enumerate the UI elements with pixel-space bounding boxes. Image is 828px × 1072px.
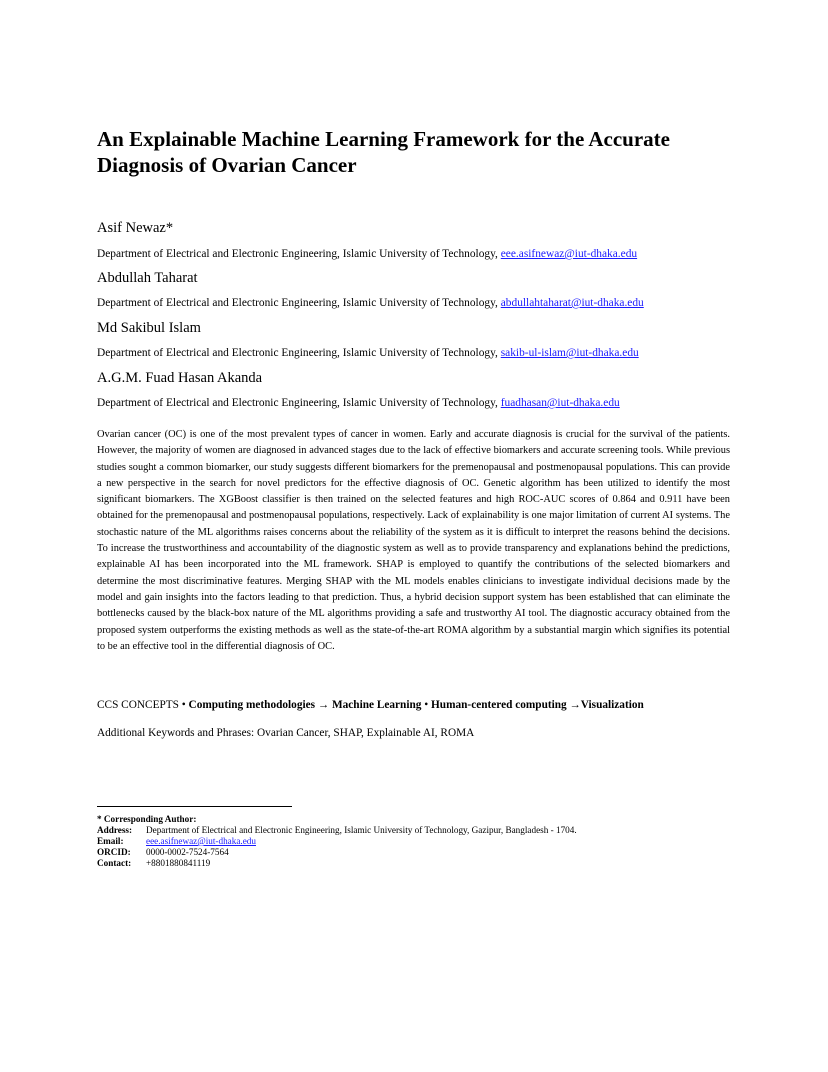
author-email-link[interactable]: eee.asifnewaz@iut-dhaka.edu (500, 248, 638, 260)
footnote (97, 814, 577, 869)
ccs-bullet: • (421, 699, 432, 711)
affiliation-text: Department of Electrical and Electronic Engineering, Islamic University of Technology, (97, 297, 501, 309)
email-label: Email: (97, 836, 124, 846)
abstract: Ovarian cancer (OC) is one of the most prevalent types of cancer in women. Early and accurate diagnosis is crucial for the survival of the patients. However, the majority of women are diagnosed in advanced stages due to the lack of effective biomarkers and accurate screening tools. While previous studies sought a common biomarker, our study suggests different biomarkers for the premenopausal and postmenopausal populations. This can provide a new perspective in the search for novel predictors for the effective diagnosis of OC. Genetic algorithm has been utilized to identify the most significant biomarkers. The XGBoost classifier is then trained on the selected features and high ROC-AUC scores of 0.864 and 0.911 have been obtained for the premenopausal and postmenopausal populations, respectively. Lack of explainability is one major limitation of current AI systems. The stochastic nature of the ML algorithms raises concerns about the reliability of the system as it is difficult to interpret the reasons behind the decisions. To increase the trustworthiness and accountability of the diagnostic system as well as to provide transparency and explanations behind the predictions, explainable AI has been incorporated into the ML framework. SHAP is employed to quantify the contributions of the selected biomarkers and determine the most discriminative features. Merging SHAP with the ML models enables clinicians to investigate individual decisions made by the model and gain insights into the factors leading to that prediction. Thus, a hybrid decision support system has been established that can eliminate the bottlenecks caused by the black-box nature of the ML algorithms providing a safe and trustworthy AI tool. The diagnostic accuracy obtained from the proposed system outperforms the existing methods as well as the state-of-the-art ROMA algorithm by a substantial margin which signifies its potential to be an effective tool in the differential diagnosis of OC. (97, 429, 730, 652)
address-label: Address: (97, 825, 133, 835)
author-email-link[interactable]: abdullahtaharat@iut-dhaka.edu (500, 297, 644, 309)
orcid-label: ORCID: (97, 847, 131, 857)
paper-title: An Explainable Machine Learning Framework for the Accurate Diagnosis of Ovarian Cancer (97, 127, 670, 177)
author-affiliation (97, 346, 639, 360)
author-email-link[interactable]: sakib-ul-islam@iut-dhaka.edu (500, 347, 639, 359)
footnote-divider (97, 806, 292, 807)
author-name: Asif Newaz* (97, 220, 174, 236)
footnote-address-row (97, 825, 577, 836)
footnote-email-row (97, 836, 577, 847)
ccs-label: CCS CONCEPTS (97, 699, 179, 711)
author-affiliation (97, 247, 637, 261)
footnote-heading-row (97, 814, 577, 825)
author-affiliation (97, 296, 644, 310)
address-value: Department of Electrical and Electronic Engineering, Islamic University of Technology, Gazipur, Bangladesh - 1704. (146, 825, 577, 835)
affiliation-text: Department of Electrical and Electronic Engineering, Islamic University of Technology, (97, 248, 501, 260)
author-name: A.G.M. Fuad Hasan Akanda (97, 370, 263, 386)
keywords: Additional Keywords and Phrases: Ovarian Cancer, SHAP, Explainable AI, ROMA (97, 727, 475, 739)
author-name: Md Sakibul Islam (97, 320, 201, 336)
orcid-value: 0000-0002-7524-7564 (146, 847, 229, 857)
ccs-concept: Human-centered computing →Visualization (431, 699, 644, 711)
ccs-bullet: • (178, 699, 189, 711)
ccs-concept: Computing methodologies → Machine Learning (188, 699, 422, 711)
footnote-orcid-row (97, 847, 577, 858)
contact-value: +8801880841119 (146, 858, 211, 868)
ccs-concepts (97, 698, 644, 713)
footnote-heading: * Corresponding Author: (97, 814, 197, 824)
footnote-email-link[interactable]: eee.asifnewaz@iut-dhaka.edu (146, 836, 256, 846)
author-affiliation (97, 396, 620, 410)
author-email-link[interactable]: fuadhasan@iut-dhaka.edu (500, 397, 620, 409)
contact-label: Contact: (97, 858, 132, 868)
footnote-contact-row (97, 858, 577, 869)
affiliation-text: Department of Electrical and Electronic Engineering, Islamic University of Technology, (97, 347, 501, 359)
affiliation-text: Department of Electrical and Electronic Engineering, Islamic University of Technology, (97, 397, 501, 409)
author-name: Abdullah Taharat (97, 270, 198, 286)
